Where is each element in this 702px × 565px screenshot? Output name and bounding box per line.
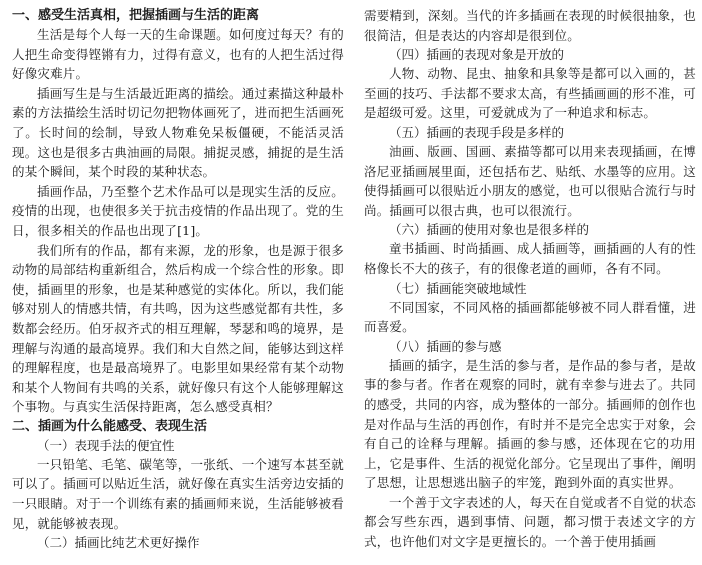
paragraph: 插画作品，乃至整个艺术作品可以是现实生活的反应。疫情的出现，也使很多关于抗击疫情的作品出现了。党的生日，很多相关的作品也出现了[1]。	[12, 183, 344, 238]
subsection-heading: （一）表现手法的便宜性	[37, 437, 175, 453]
paragraph: 不同国家，不同风格的插画都能够被不同人群看懂，进而喜爱。	[364, 299, 696, 335]
section-heading-2: 二、插画为什么能感受、表现生活	[12, 418, 208, 434]
subsection-heading: （四）插画的表现对象是开放的	[389, 47, 565, 63]
section-heading-1: 一、感受生活真相，把握插画与生活的距离	[12, 8, 260, 23]
subsection-heading: （八）插画的参与感	[389, 338, 502, 354]
subsection-heading: （六）插画的使用对象也是很多样的	[389, 222, 590, 238]
subsection-heading: （二）插画比纯艺术更好操作	[37, 535, 200, 551]
paragraph: 需要精到，深刻。当代的许多插画在表现的时候很抽象，也很简洁，但是表达的内容却是很到位。	[364, 8, 696, 43]
paragraph: 我们所有的作品，都有来源，龙的形象，也是源于很多动物的局部结构重新组合，然后构成一个综合性的形象。即使，插画里的形象，也是某种感觉的实体化。所以，我们能够对别人的情感共情，有共鸣，因为这些感觉都有共性，多数都会经历。伯牙叔齐式的相互理解，琴瑟和鸣的境界，是理解与沟通的最高境界。我们和大自然之间，能够达到这样的理解程度，也是最高境界了。电影里如果经常有某个动物和某个人物间有共鸣的关系，就好像只有这个人能够理解这个事物。与真实生活保持距离，怎么感受真相？	[12, 242, 344, 415]
paragraph: 插画写生是与生活最近距离的描绘。通过素描这种最朴素的方法描绘生活时切记勿把物体画死了，进而把生活画死了。长时间的绘制，导致人物难免呆板僵硬，不能活灵活现。这也是很多古典油画的局限。捕捉灵感，捕捉的是生活的某个瞬间，某个时段的某种状态。	[12, 85, 344, 180]
paragraph: 生活是每个人每一天的生命课题。如何度过每天？有的人把生命变得铿锵有力，过得有意义，也有的人把生活过得好像灾难片。	[12, 27, 344, 82]
paragraph: 人物、动物、昆虫、抽象和具象等是都可以入画的，甚至画的技巧、手法都不要求太高，有些插画画的形不准，可是超级可爱。这里，可爱就成为了一种追求和标志。	[364, 66, 696, 121]
paragraph: 一只铅笔、毛笔、碳笔等，一张纸、一个速写本甚至就可以了。插画可以贴近生活，就好像在真实生活旁边安插的一只眼睛。对于一个训练有素的插画师来说，生活能够被看见，就能够被表现。	[12, 456, 344, 531]
left-column	[12, 6, 344, 552]
paragraph: 插画的插字，是生活的参与者，是作品的参与者，是故事的参与者。作者在观察的同时，就有幸参与进去了。共同的感受，共同的内容，成为整体的一部分。插画师的创作也是对作品与生活的再创作，有时并不是完全忠实于对象，会有自己的诠释与理解。插画的参与感，还体现在它的功用上，它是事件、生活的视觉化部分。它呈现出了事件，阐明了思想，让思想逃出脑子的牢笼，跑到外面的真实世界。	[364, 357, 696, 491]
right-column	[364, 6, 696, 552]
subsection-heading: （五）插画的表现手段是多样的	[389, 124, 565, 140]
paragraph: 油画、版画、国画、素描等都可以用来表现插画，在博洛尼亚插画展里面，还包括布艺、贴纸、水墨等的应用。这使得插画可以很贴近小朋友的感觉，也可以很贴合流行与时尚。插画可以很古典，也可以很流行。	[364, 143, 696, 218]
paragraph: 童书插画、时尚插画、成人插画等，画插画的人有的性格像长不大的孩子，有的很像老道的画师，各有不同。	[364, 241, 696, 276]
paragraph: 一个善于文字表述的人，每天在自觉或者不自觉的状态都会写些东西，遇到事情、问题，都习惯于表述文字的方式，也许他们对文字是更擅长的。一个善于使用插画	[364, 494, 696, 550]
subsection-heading: （七）插画能突破地域性	[389, 280, 527, 296]
